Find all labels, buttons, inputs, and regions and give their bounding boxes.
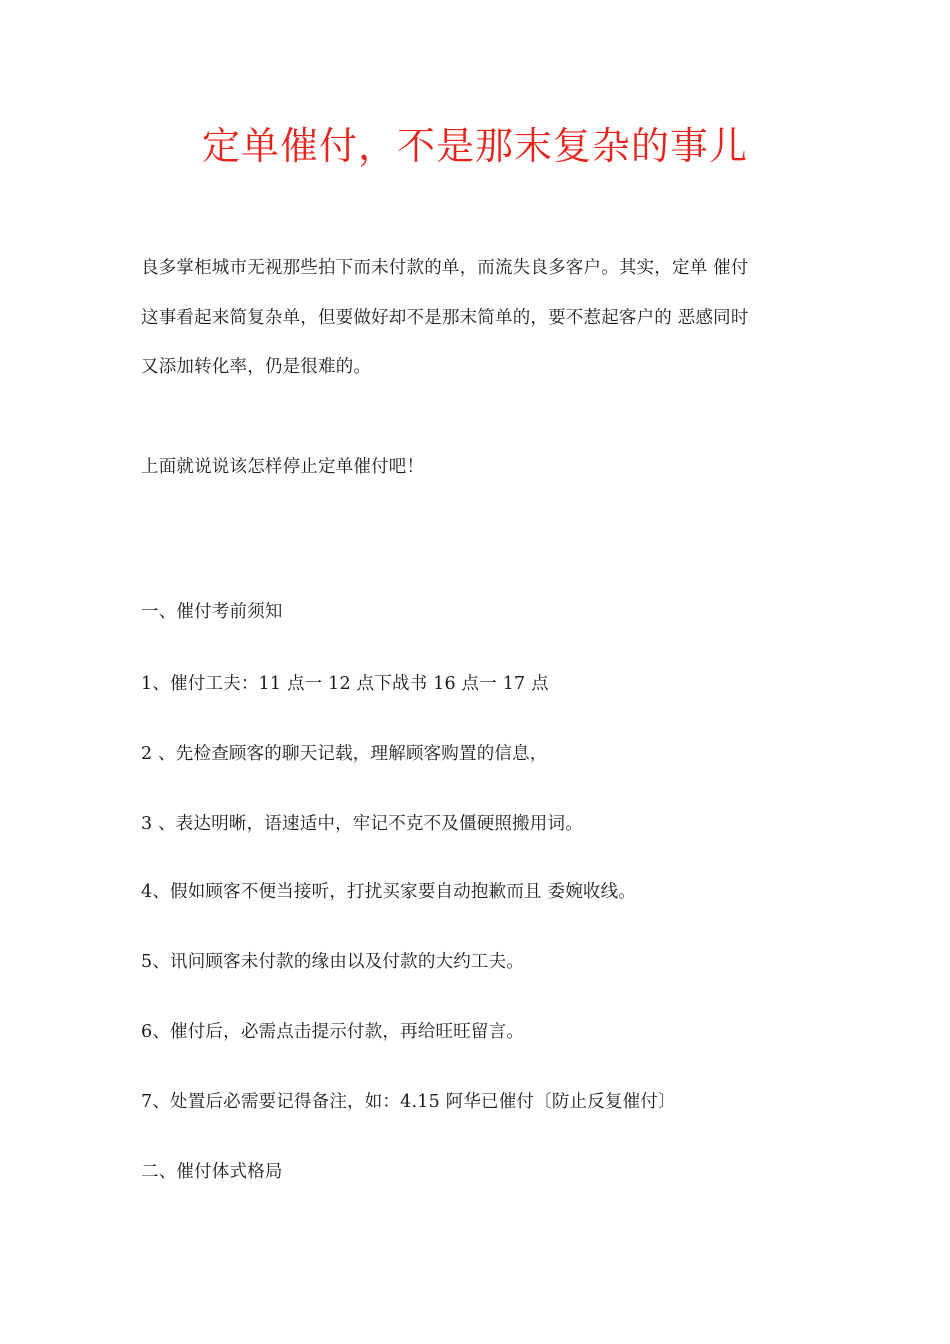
section-heading-1: 一、催付考前须知 [141,602,283,622]
section-heading-2: 二、催付体式格局 [141,1162,283,1182]
list-item-4: 4、假如顾客不便当接听，打扰买家要自动抱歉而且 委婉收线。 [141,882,636,902]
list-item-3: 3 、表达明晰，语速适中，牢记不克不及僵硬照搬用词。 [141,814,583,834]
lead-paragraph: 上面就说说该怎样停止定单催付吧！ [141,457,425,477]
list-item-1: 1、催付工夫：11 点一 12 点下战书 16 点一 17 点 [141,674,549,694]
list-item-7: 7、处置后必需要记得备注，如：4.15 阿华已催付〔防止反复催付〕 [141,1092,676,1112]
intro-line-2: 这事看起来简复杂单，但要做好却不是那末简单的，要不惹起客户的 恶感同时 [141,308,749,328]
document-title: 定单催付，不是那末复杂的事儿 [201,124,748,168]
intro-line-3: 又添加转化率，仍是很难的。 [141,357,372,377]
list-item-6: 6、催付后，必需点击提示付款，再给旺旺留言。 [141,1022,525,1042]
list-item-5: 5、讯问顾客未付款的缘由以及付款的大约工夫。 [141,952,525,972]
intro-line-1: 良多掌柜城市无视那些拍下而未付款的单，而流失良多客户。其实，定单 催付 [141,258,749,278]
list-item-2: 2 、先检查顾客的聊天记载，理解顾客购置的信息， [141,744,548,764]
